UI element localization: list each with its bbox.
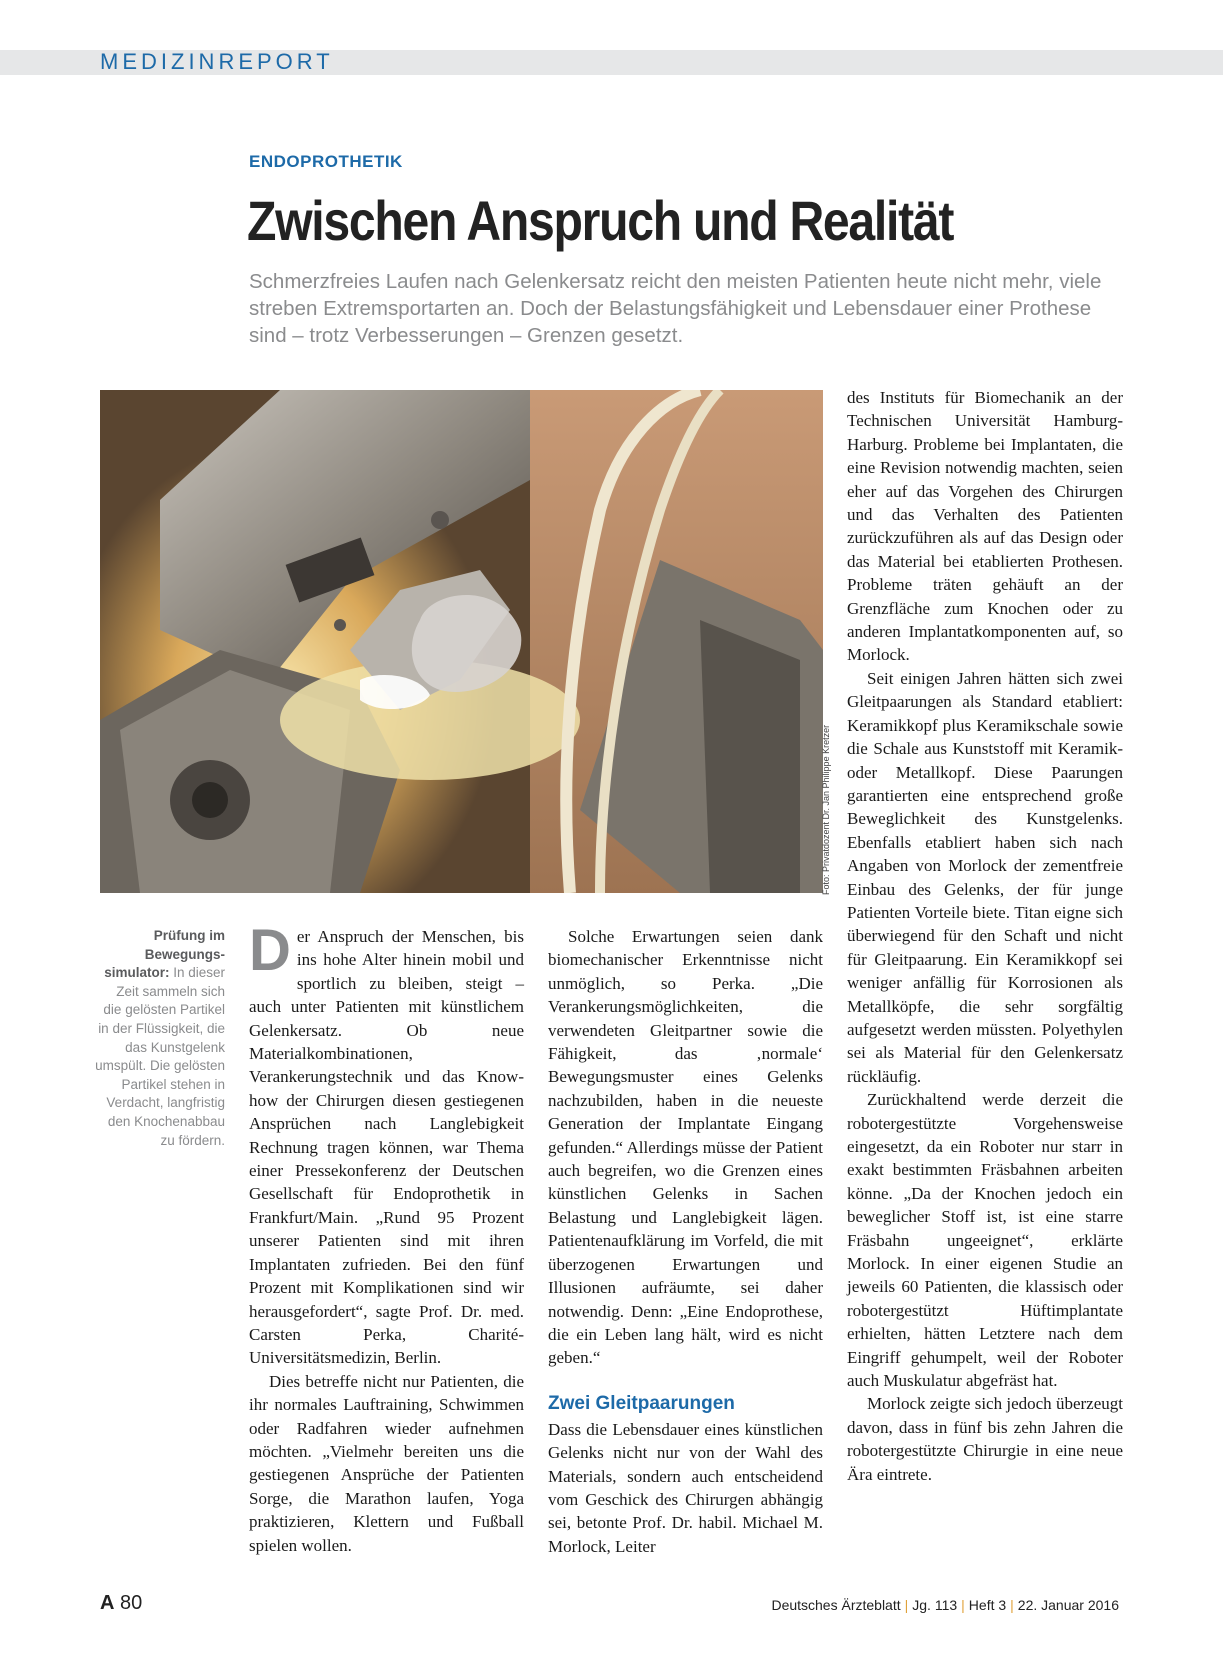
body-paragraph-4-continued: des Instituts für Biomechanik an der Technischen Universität Hamburg-Harburg. Probleme bei Implantaten, die eine Revision notwendig machten, seien eher auf das Vorgehen des Chirurgen und das Verhalten des Patienten zurückzuführen als auf das Design oder das Material bei etablierten Prothesen. Probleme träten gehäuft an der Grenzfläche zum Knochen oder zu anderen Implantatkomponenten auf, so Morlock.	[847, 388, 1123, 665]
separator: |	[961, 1597, 965, 1613]
journal-name: Deutsches Ärzteblatt	[771, 1597, 901, 1613]
separator: |	[904, 1597, 909, 1613]
journal-info	[771, 1597, 1119, 1613]
journal-issue: Heft 3	[968, 1597, 1007, 1613]
journal-volume: Jg. 113	[912, 1597, 958, 1613]
article-title: Zwischen Anspruch und Realität	[247, 189, 954, 252]
body-paragraph	[249, 918, 524, 1370]
body-paragraph-3: Solche Erwartungen seien dank biomechanischer Erkenntnisse nicht unmöglich, so Perka. „Die Verankerungsmöglichkeiten, die verwendeten Gleitpartner sowie die Fähigkeit, das ‚normale‘ Bewegungsmuster eines Gelenks nachzubilden, haben in die neueste Generation der Implantate Eingang gefunden.“ Allerdings müsse der Patient auch begreifen, wo die Grenzen eines künstlichen Gelenks in Sachen Belastung und Langlebigkeit lägen. Patientenaufklärung im Vorfeld, die mit überzogenen Erwartungen und Illusionen aufräumte, sei daher notwendig. Denn: „Eine Endoprothese, die ein Leben lang hält, wird es nicht geben.“	[548, 927, 823, 1368]
page-letter: A	[100, 1592, 115, 1614]
caption-title: Prüfung im Bewegungssimulator:	[104, 928, 225, 981]
body-paragraph-4: Dass die Lebensdauer eines künstlichen Gelenks nicht nur von der Wahl des Materials, sondern auch entscheidend vom Geschick des Chirurgen abhängig sei, betonte Prof. Dr. habil. Michael M. Morlock, Leiter	[548, 1419, 823, 1556]
page-number	[100, 1592, 142, 1615]
page-number-value: 80	[120, 1592, 143, 1614]
article-kicker: ENDOPROTHETIK	[249, 152, 403, 171]
article-lead: Schmerzfreies Laufen nach Gelenkersatz reicht den meisten Patienten heute nicht mehr, viele streben Extremsportarten an. Doch der Belastungsfähigkeit und Lebensdauer einer Prothese sind – trotz Verbesserungen – Grenzen gesetzt.	[249, 270, 1102, 347]
body-paragraph-7: Morlock zeigte sich jedoch überzeugt davon, dass in fünf bis zehn Jahren die robotergestützte Chirurgie in eine neue Ära eintrete.	[847, 1394, 1123, 1484]
body-paragraph-5: Seit einigen Jahren hätten sich zwei Gleitpaarungen als Standard etabliert: Keramikkopf plus Keramikschale sowie die Schale aus Kunststoff mit Keramik- oder Metallkopf. Diese Paarungen garantierten eine entsprechend große Beweglichkeit des Kunstgelenks. Ebenfalls etabliert haben sich nach Angaben von Morlock der zementfreie Einbau des Gelenks, der für junge Patienten Vorteile biete. Titan eigne sich überwiegend für den Schaft und nicht für Gleitpaarung. Ein Keramikkopf sei weniger anfällig für Korrosionen als Metallköpfe, die sehr sorgfältig aufgesetzt werden müssten. Polyethylen sei als Material für den Gelenkersatz rückläufig.	[847, 668, 1123, 1086]
body-paragraph-2: Dies betreffe nicht nur Patienten, die ihr normales Lauftraining, Schwimmen oder Radfahren wieder aufnehmen möchten. „Vielmehr bereiten uns die gestiegenen Ansprüche der Patienten Sorge, die Marathon laufen, Yoga praktizieren, Klettern und Fußball spielen wollen.	[249, 1371, 524, 1555]
subheading: Zwei Gleitpaarungen	[548, 1392, 735, 1414]
section-label: MEDIZINREPORT	[100, 49, 334, 74]
photo-credit: Foto: Privatdozent Dr. Jan Philippe Kretzer	[821, 724, 831, 895]
journal-date: 22. Januar 2016	[1017, 1597, 1119, 1613]
caption-text: In dieser Zeit sammeln sich die gelösten Partikel in der Flüssigkeit, die das Kunstgelenk umspült. Die gelösten Partikel stehen in Verdacht, langfristig den Knochenabbau zu fördern.	[95, 965, 225, 1148]
article-photo	[100, 390, 823, 893]
body-paragraph-1-text: er Anspruch der Menschen, bis ins hohe Alter hinein mobil und sportlich zu bleiben, steigt – auch unter Patienten mit künstlichem Gelenkersatz. Ob neue Materialkombinationen, Verankerungstechnik und das Know-how der Chirurgen diesen gestiegenen Ansprüchen nach Langlebigkeit Rechnung tragen können, war Thema einer Pressekonferenz der Deutschen Gesellschaft für Endoprothetik in Frankfurt/Main. „Rund 95 Prozent unserer Patienten sind mit ihren Implantaten zufrieden. Bei den fünf Prozent mit Komplikationen sind wir herausgefordert“, sagte Prof. Dr. med. Carsten Perka, Charité-Universitätsmedizin, Berlin.	[249, 927, 524, 1368]
photo-caption	[95, 927, 225, 1150]
body-column-3	[847, 386, 1123, 1486]
drop-cap: D	[249, 918, 291, 983]
body-column-2	[548, 925, 823, 1558]
motion-simulator-photo	[100, 390, 823, 893]
body-column-1	[249, 918, 524, 1557]
separator: |	[1010, 1597, 1014, 1613]
body-paragraph-6: Zurückhaltend werde derzeit die robotergestützte Vorgehensweise eingesetzt, da ein Roboter nur starr in exakt bestimmten Fräsbahnen arbeiten könne. „Da der Knochen jedoch ein beweglicher Stoff ist, ist eine starre Fräsbahn ungeeignet“, erklärte Morlock. In einer eigenen Studie an jeweils 60 Patienten, die klassisch oder robotergestützt Hüftimplantate erhielten, hätten Letztere nach dem Eingriff gehumpelt, weil der Roboter auch Muskulatur abgefräst hat.	[847, 1090, 1123, 1391]
